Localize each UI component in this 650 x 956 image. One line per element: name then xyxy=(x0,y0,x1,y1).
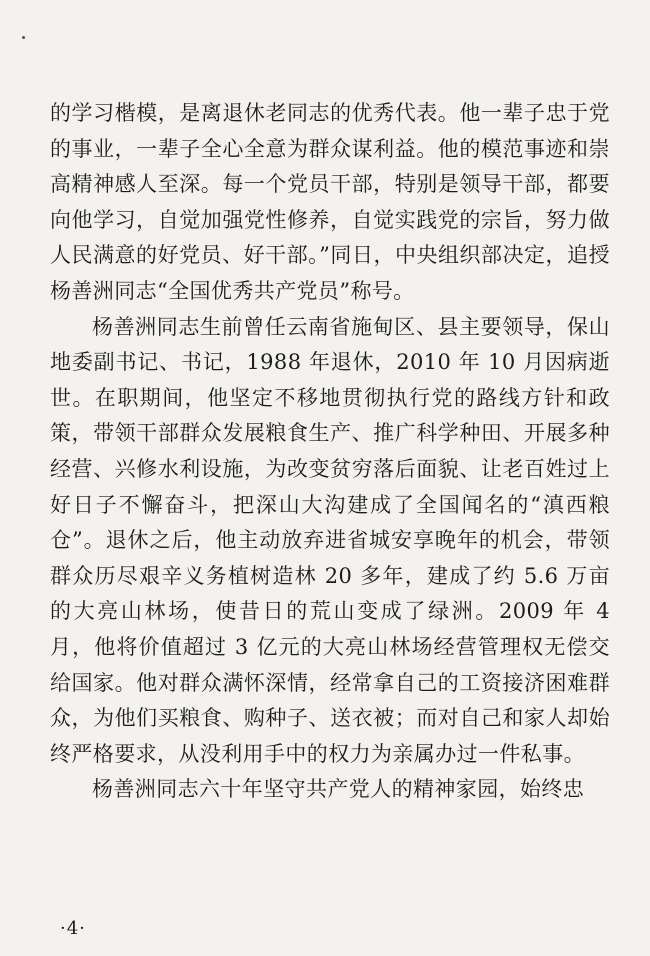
paragraph-closing: 杨善洲同志六十年坚守共产党人的精神家园，始终忠 xyxy=(92,777,585,802)
scan-mark xyxy=(22,36,25,39)
paragraph-continued: 的学习楷模，是离退休老同志的优秀代表。他一辈子忠于党的事业，一辈子全心全意为群众谋利益。他的模范事迹和崇高精神感人至深。每一个党员干部，特别是领导干部，都要向他学习，自觉加强党性修养，自觉实践党的宗旨，努力做人民满意的好党员、好干部。”同日，中央组织部决定，追授杨善洲同志“全国优秀共产党员”称号。 xyxy=(50,101,610,303)
paragraph-biography: 杨善洲同志生前曾任云南省施甸区、县主要领导，保山地委副书记、书记，1988 年退休，2010 年 10 月因病逝世。在职期间，他坚定不移地贯彻执行党的路线方针和政策，带领干部群众发展粮食生产、推广科学种田、开展多种经营、兴修水利设施，为改变贫穷落后面貌、让老百姓过上好日子不懈奋斗，把深山大沟建成了全国闻名的“滇西粮仓”。退休之后，他主动放弃进省城安享晚年的机会，带领群众历尽艰辛义务植树造林 20 多年，建成了约 5.6 万亩的大亮山林场，使昔日的荒山变成了绿洲。2009 年 4 月，他将价值超过 3 亿元的大亮山林场经营管理权无偿交给国家。他对群众满怀深情，经常拿自己的工资接济困难群众，为他们买粮食、购种子、送衣被；而对自己和家人却始终严格要求，从没利用手中的权力为亲属办过一件私事。 xyxy=(50,314,610,766)
body-text xyxy=(50,96,610,808)
page-number: ·4· xyxy=(60,918,86,939)
